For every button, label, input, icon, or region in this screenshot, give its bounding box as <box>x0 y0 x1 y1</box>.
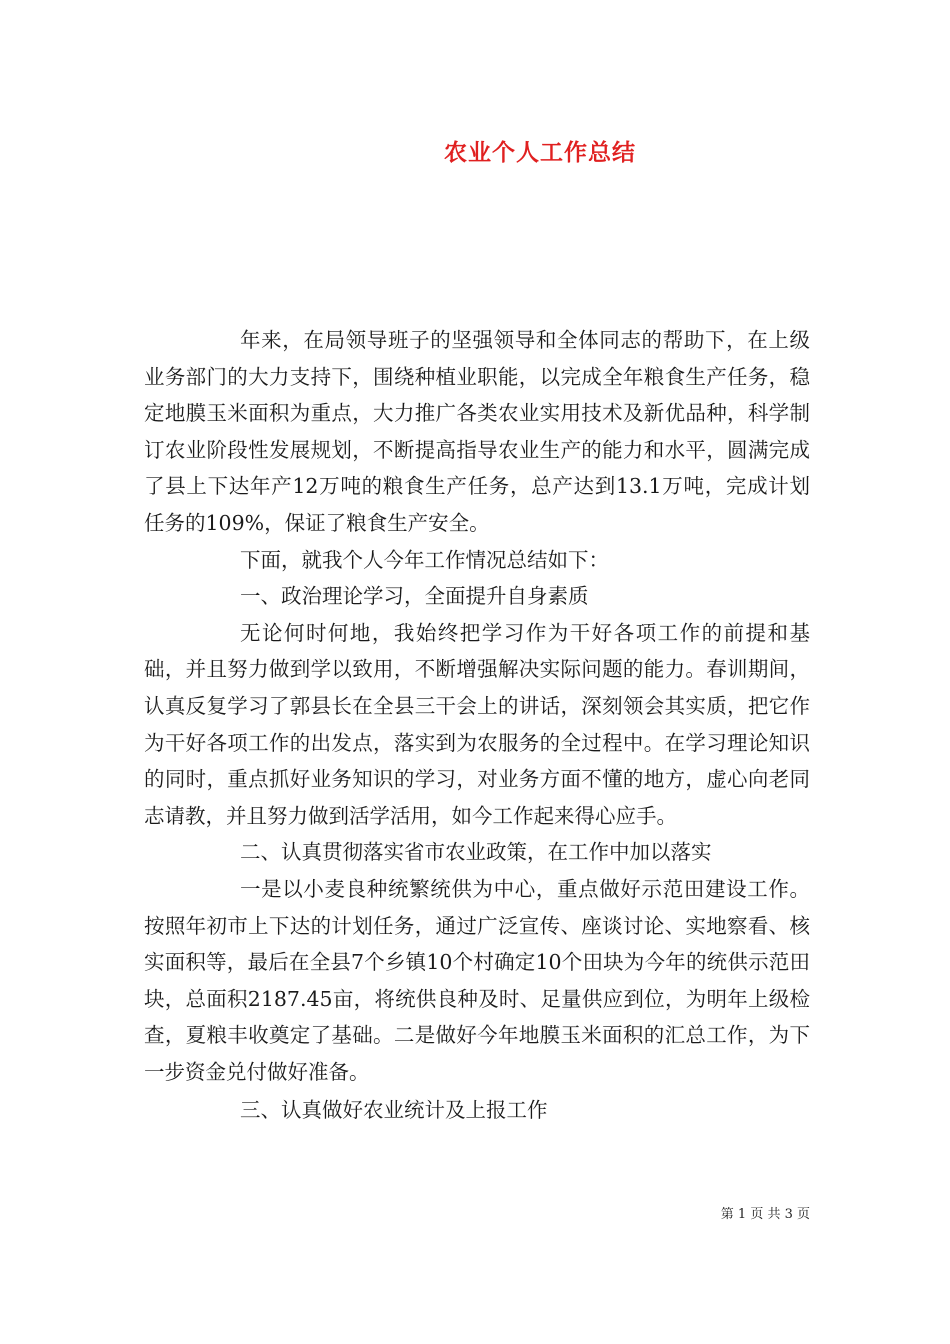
section-heading-3: 三、认真做好农业统计及上报工作 <box>240 1098 548 1123</box>
paragraph-section-2: 一是以小麦良种统繁统供为中心，重点做好示范田建设工作。按照年初市上下达的计划任务，通过广泛宣传、座谈讨论、实地察看、核实面积等，最后在全县7个乡镇10个村确定10个田块为今年的统供示范田块，总面积2187.45亩，将统供良种及时、足量供应到位，为明年上级检查，夏粮丰收奠定了基础。二是做好今年地膜玉米面积的汇总工作，为下一步资金兑付做好准备。 <box>144 876 810 1084</box>
paragraph-intro: 年来，在局领导班子的坚强领导和全体同志的帮助下，在上级业务部门的大力支持下，围绕种植业职能，以完成全年粮食生产任务，稳定地膜玉米面积为重点，大力推广各类农业实用技术及新优品种，科学制订农业阶段性发展规划，不断提高指导农业生产的能力和水平，圆满完成了县上下达年产12万吨的粮食生产任务，总产达到13.1万吨，完成计划任务的109%，保证了粮食生产安全。 <box>144 328 810 535</box>
paragraph-section-1: 无论何时何地，我始终把学习作为干好各项工作的前提和基础，并且努力做到学以致用，不断增强解决实际问题的能力。春训期间，认真反复学习了郭县长在全县三干会上的讲话，深刻领会其实质，把它作为干好各项工作的出发点，落实到为农服务的全过程中。在学习理论知识的同时，重点抓好业务知识的学习，对业务方面不懂的地方，虚心向老同志请教，并且努力做到活学活用，如今工作起来得心应手。 <box>144 620 810 828</box>
document-body <box>144 322 810 1129</box>
page-number: 第 1 页 共 3 页 <box>720 1207 810 1222</box>
document-title: 农业个人工作总结 <box>444 140 636 166</box>
section-heading-2: 二、认真贯彻落实省市农业政策，在工作中加以落实 <box>240 840 712 865</box>
section-heading-1: 一、政治理论学习，全面提升自身素质 <box>240 584 589 609</box>
paragraph-summary-lead: 下面，就我个人今年工作情况总结如下： <box>240 547 609 572</box>
